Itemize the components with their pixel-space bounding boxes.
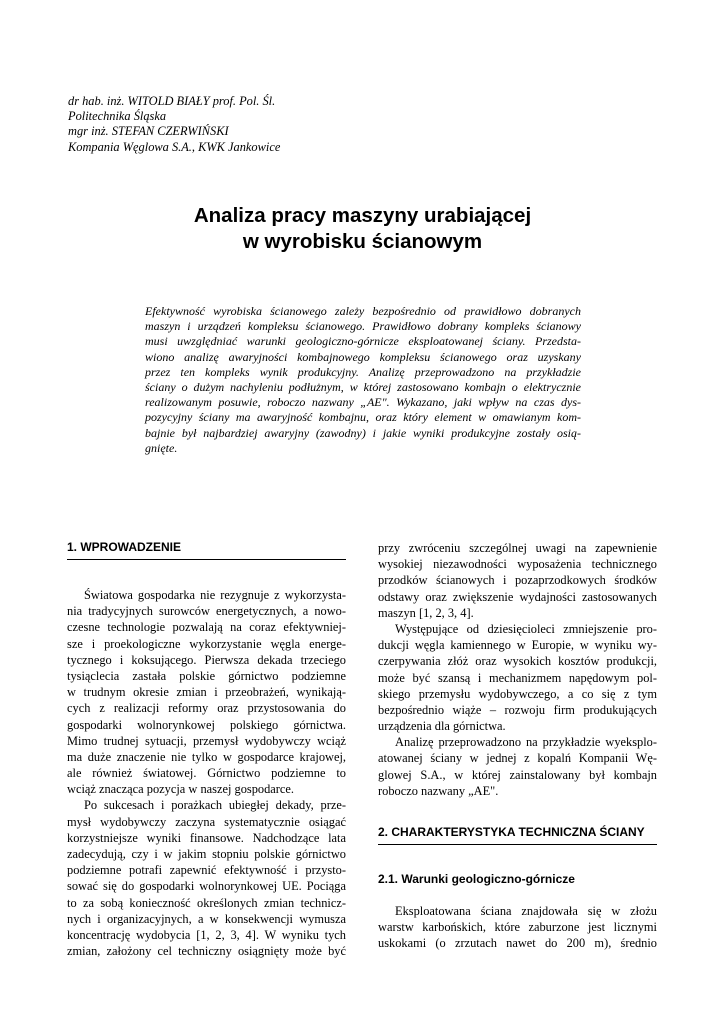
section-2-1-subheading: 2.1. Warunki geologiczno-górnicze (378, 872, 575, 886)
abstract-line: realizowanym posuwie, roboczo nazwany „AE". Wykazano, jaki wpływ na czas dys- (145, 395, 581, 410)
right-column (378, 540, 657, 952)
abstract-line: Efektywność wyrobiska ścianowego zależy bezpośrednio od prawidłowo dobranych (145, 304, 581, 318)
text-line: warstw karbońskich, które zaburzone jest licznymi (378, 920, 657, 935)
author-1-name: dr hab. inż. WITOLD BIAŁY prof. Pol. Śl. (68, 94, 276, 108)
intro-paragraph-4 (378, 734, 657, 799)
text-line: Światowa gospodarka nie rezygnuje z wykorzysta- (84, 588, 346, 602)
title-line: w wyrobisku ścianowym (242, 230, 483, 253)
text-line: zmian, założony cel techniczny osiągnięty może być (67, 944, 346, 959)
abstract-line: maszyn i urządzeń kompleksu ścianowego. Prawidłowo dobrany kompleks ścianowy (145, 319, 581, 334)
text-line: wciąż znacząca pozycja w naszej gospodarce. (67, 782, 295, 797)
text-line: bezpośrednio wiąże – rozwoju firm produkujących (378, 702, 657, 717)
author-2-name: mgr inż. STEFAN CZERWIŃSKI (68, 124, 229, 139)
abstract-line: przez ten kompleks wynik produkcyjny. Analizę przeprowadzono na przykładzie (145, 364, 581, 379)
author-1-affiliation: Politechnika Śląska (68, 109, 167, 124)
text-line: maszyn [1, 2, 3, 4]. (378, 605, 474, 620)
text-line: koncentrację wydobycia [1, 2, 3, 4]. W wyniku tych (67, 927, 346, 942)
text-line: nych i organizacyjnych, a w konsekwencji wymusza (67, 911, 346, 926)
text-line: roboczo nazwany „AE". (378, 783, 499, 798)
title-line: Analiza pracy maszyny urabiającej (193, 204, 532, 227)
text-line: dukcji węgla kamiennego w Europie, w wyniku wy- (378, 638, 657, 653)
text-line: Analizę przeprowadzono na przykładzie wyeksplo- (395, 735, 657, 750)
abstract-line: pozycyjny ściany ma awaryjność kombajnu, oraz który element w omawianym kom- (145, 410, 581, 425)
text-line: Eksploatowana ściana znajdowała się w złożu (395, 904, 657, 918)
text-line: urządzenia dla górnictwa. (378, 719, 506, 734)
text-line: Po sukcesach i porażkach ubiegłej dekady, prze- (84, 798, 346, 813)
text-line: może być szansą i mechanizmem napędowym pol- (378, 670, 657, 685)
text-line: czesne technologie pozwalają na coraz efektywniej- (67, 620, 346, 635)
section-1-heading: 1. WPROWADZENIE (67, 540, 346, 560)
intro-paragraph-continued (378, 540, 657, 621)
abstract-line: gnięte. (145, 440, 178, 455)
text-line: ma duże znaczenie nie tylko w gospodarce krajowej, (67, 749, 346, 764)
text-line: skiego przemysłu wydobywczego, a co się z tym (378, 686, 657, 701)
text-line: Występujące od dziesięcioleci zmniejszenie pro- (395, 621, 657, 636)
text-line: korzystniejsze wyniki finansowe. Nadchodzące lata (67, 830, 346, 845)
intro-paragraph-2 (67, 797, 346, 959)
abstract-line: bajnie był najbardziej awaryjny (zawodny) i jakie wyniki produkcyjne zostały osią- (145, 425, 581, 440)
text-line: atowanej ściany w jednej z kopalń Kompanii Wę- (378, 751, 657, 766)
text-line: gospodarki wolnorynkowej polskiego górnictwa. (67, 717, 346, 732)
intro-paragraph-1 (67, 587, 346, 797)
text-line: mysł wydobywczy zaczyna systematycznie osiągać (67, 814, 346, 829)
text-line: tysiąclecia zastała polskie górnictwo podziemne (67, 668, 346, 683)
text-line: to za sobą konieczność określonych zmian technicz- (67, 895, 346, 910)
text-line: przodków ścianowych i pozaprzodkowych środków (378, 573, 657, 588)
text-line: wysokiej niezawodności wyposażenia technicznego (378, 557, 657, 572)
section-2-heading: 2. CHARAKTERYSTYKA TECHNICZNA ŚCIANY (378, 825, 657, 845)
text-line: sować się do gospodarki wolnorynkowej UE. Pociąga (67, 879, 346, 894)
abstract-line: ściany o dużym nachyleniu podłużnym, w której zastosowano kombajn o elektrycznie (145, 379, 581, 394)
text-line: tycznego i koksującego. Pierwsza dekada trzeciego (67, 652, 346, 667)
text-line: podziemne potrafi zapewnić efektywność i przysto- (67, 863, 346, 878)
text-line: cych z realizacji reformy oraz przystosowania do (67, 701, 346, 716)
text-line: odstawy oraz zwiększenie wydajności zastosowanych (378, 589, 657, 604)
text-line: czerpywania złóż oraz wysokich kosztów produkcji, (378, 654, 657, 669)
text-line: przy zwróceniu szczególnej uwagi na zapewnienie (378, 541, 657, 555)
author-affiliations (68, 94, 488, 155)
text-line: ale również światowej. Górnictwo podziemne to (67, 766, 346, 781)
geology-paragraph-1 (378, 903, 657, 952)
abstract-line: wiono analizę awaryjności kombajnowego kompleksu ścianowego oraz uzyskany (145, 349, 581, 364)
text-line: Mimo trudnej sytuacji, przemysł wydobywczy wciąż (67, 733, 346, 748)
text-line: uskokami (o zrzutach nawet do 200 m), średnio (378, 936, 657, 951)
text-line: glowej S.A., w której zainstalowany był kombajn (378, 767, 657, 782)
text-line: zadecydują, czy i w jakim stopniu polskie górnictwo (67, 847, 346, 861)
abstract (145, 304, 581, 456)
text-line: nia tradycyjnych surowców energetycznych, a nowo- (67, 604, 346, 619)
author-2-affiliation: Kompania Węglowa S.A., KWK Jankowice (68, 139, 281, 154)
abstract-line: musi uwzględniać warunki geologiczno-górnicze eksploatowanej ściany. Przedsta- (145, 334, 581, 349)
left-column (67, 540, 346, 959)
paper-title (60, 203, 665, 255)
intro-paragraph-3 (378, 621, 657, 734)
text-line: sze i proekologiczne wykorzystanie węgla energe- (67, 636, 346, 651)
text-line: w trudnym okresie zmian i przeobrażeń, wynikają- (67, 685, 346, 700)
